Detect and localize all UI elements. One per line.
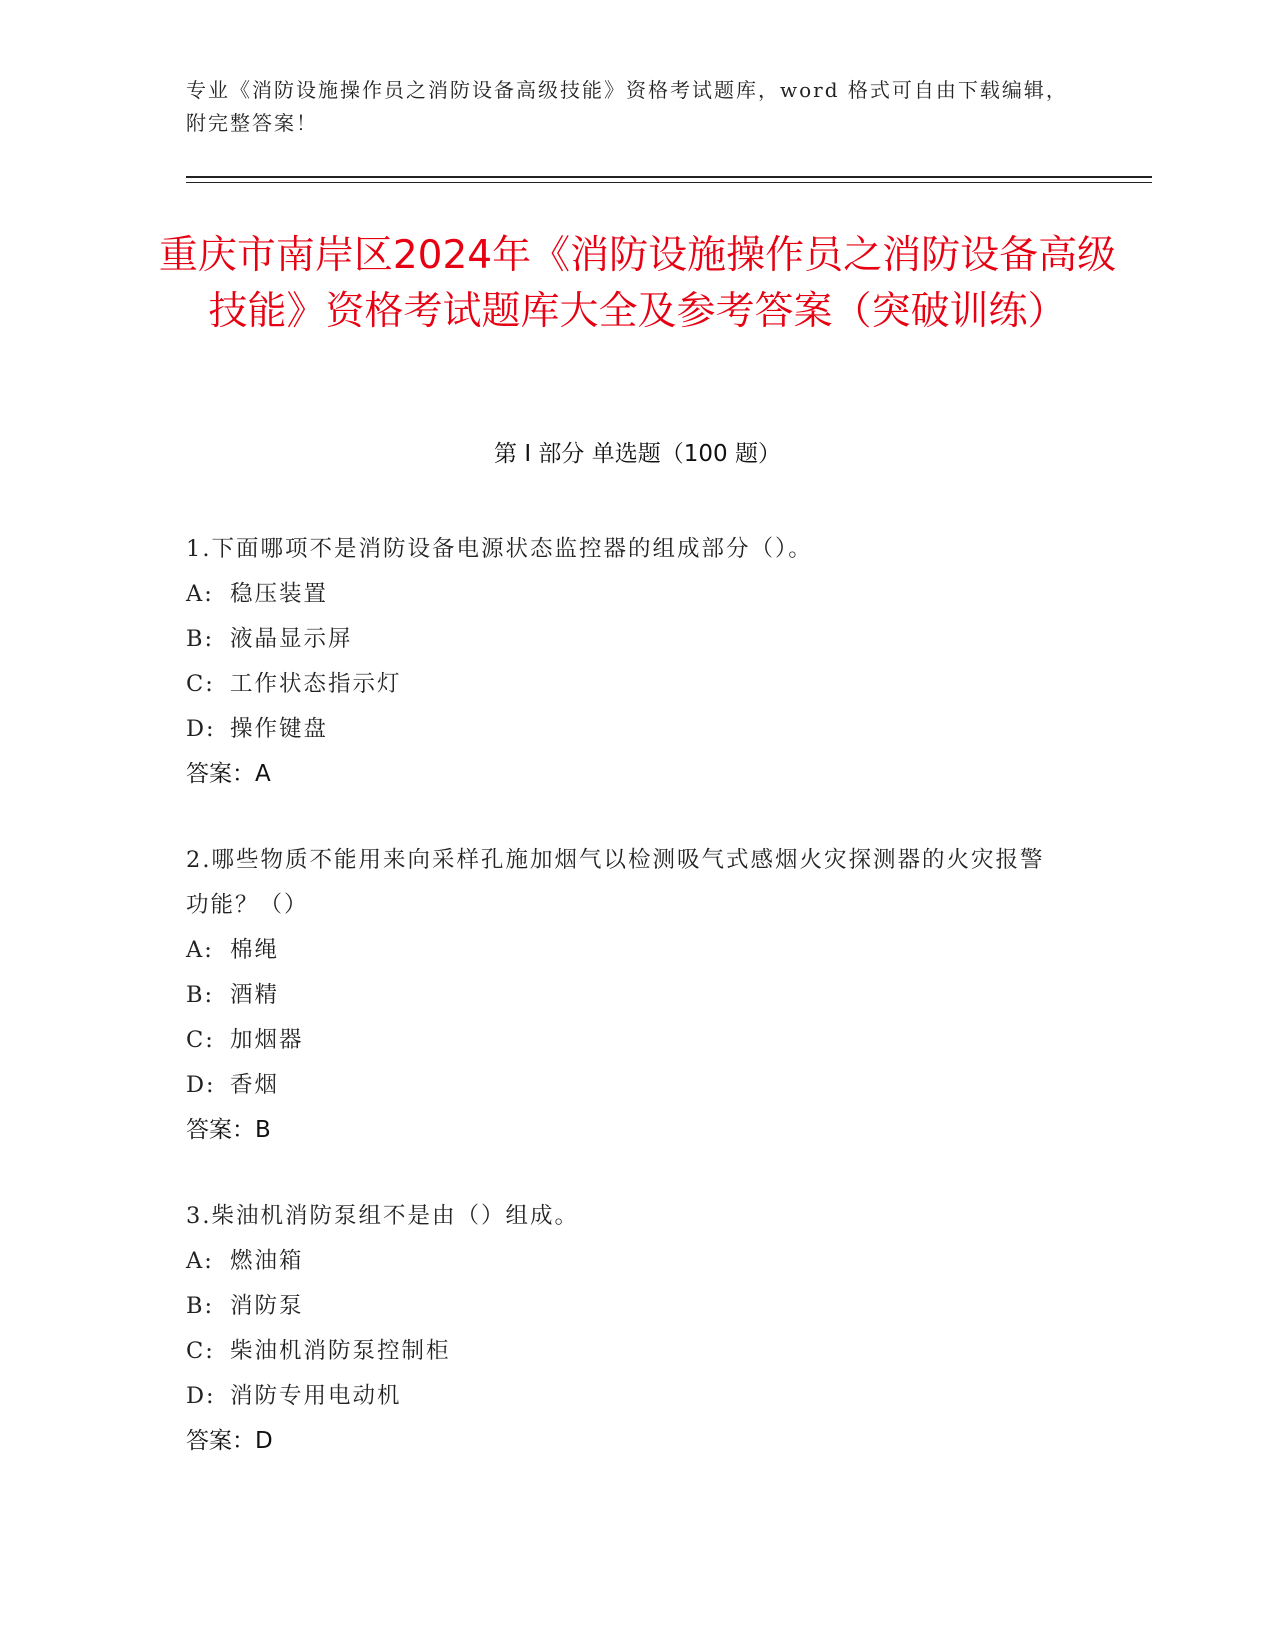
question-item [186,838,1066,1153]
header-note: 专业《消防设施操作员之消防设备高级技能》资格考试题库，word 格式可自由下载编辑，附完整答案！ [186,78,1068,135]
option-text: 酒精 [230,982,280,1008]
option-a [186,1239,1066,1284]
question-text: 2.哪些物质不能用来向采样孔施加烟气以检测吸气式感烟火灾探测器的火灾报警功能？（） [186,847,1045,918]
option-text: 消防专用电动机 [230,1383,402,1409]
option-key: A: [186,937,214,963]
document-title: 重庆市南岸区2024年《消防设施操作员之消防设备高级技能》资格考试题库大全及参考答案（突破训练） [158,233,1117,334]
option-key: A: [186,581,214,607]
option-text: 燃油箱 [230,1248,304,1274]
answer-text: 答案：A [186,761,271,787]
option-text: 工作状态指示灯 [230,671,402,697]
option-a [186,928,1066,973]
option-key: B: [186,982,215,1008]
option-key: C: [186,671,215,697]
option-text: 棉绳 [230,937,280,963]
option-key: D: [186,1383,216,1409]
option-text: 稳压装置 [230,581,329,607]
section-title: 第 I 部分 单选题（100 题） [494,441,781,467]
option-b [186,1284,1066,1329]
question-text: 3.柴油机消防泵组不是由（）组成。 [186,1203,579,1229]
option-text: 操作键盘 [230,716,329,742]
option-text: 柴油机消防泵控制柜 [230,1338,451,1364]
answer-text: 答案：D [186,1428,273,1454]
option-key: C: [186,1027,215,1053]
option-c [186,1018,1066,1063]
option-c [186,662,1066,707]
option-text: 液晶显示屏 [230,626,353,652]
option-text: 香烟 [230,1072,280,1098]
option-b [186,617,1066,662]
option-key: D: [186,1072,216,1098]
option-text: 消防泵 [230,1293,304,1319]
option-key: C: [186,1338,215,1364]
option-text: 加烟器 [230,1027,304,1053]
option-d [186,707,1066,752]
option-d [186,1374,1066,1419]
option-key: B: [186,1293,215,1319]
question-item [186,527,1066,797]
option-key: D: [186,716,216,742]
header-divider-thick [186,176,1152,178]
option-key: B: [186,626,215,652]
option-a [186,572,1066,617]
option-b [186,973,1066,1018]
option-key: A: [186,1248,214,1274]
question-list [186,527,1066,1505]
header-divider-thin [186,182,1152,183]
question-item [186,1194,1066,1464]
option-c [186,1329,1066,1374]
question-text: 1.下面哪项不是消防设备电源状态监控器的组成部分（）。 [186,536,813,562]
option-d [186,1063,1066,1108]
answer-text: 答案：B [186,1117,271,1143]
